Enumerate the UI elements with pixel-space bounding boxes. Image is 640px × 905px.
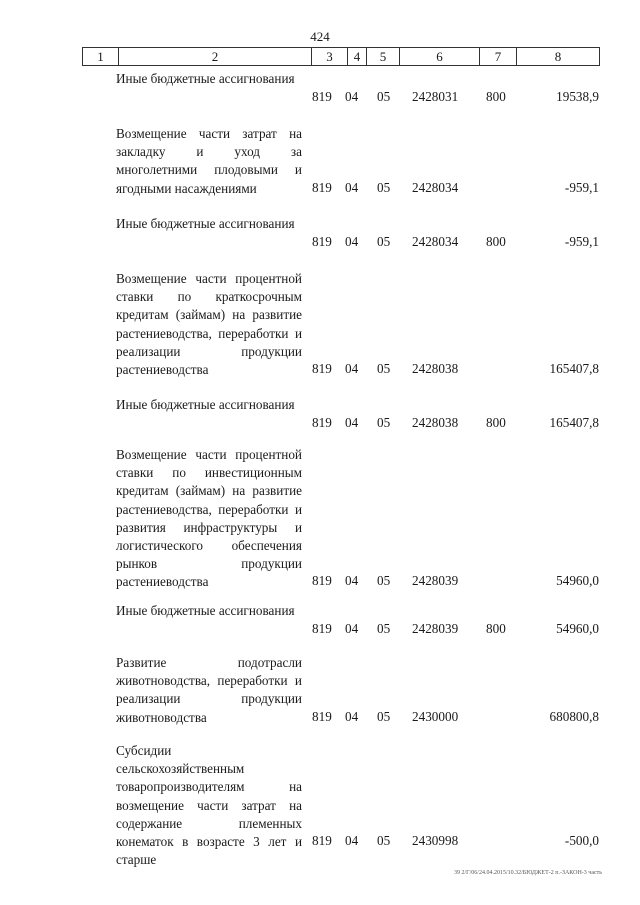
column-header-5: 5	[367, 48, 400, 65]
row-description: Иные бюджетные ассигнования	[116, 216, 295, 231]
page-number: 424	[310, 29, 330, 44]
cell-ministry-code: 819	[312, 180, 332, 195]
cell-section-code: 04	[345, 234, 359, 249]
cell-target-code: 2428034	[412, 180, 459, 195]
cell-section-code: 04	[345, 573, 359, 588]
cell-ministry-code: 819	[312, 361, 332, 376]
column-header-8: 8	[554, 49, 562, 64]
cell-target-code: 2428034	[412, 234, 459, 249]
cell-amount: 680800,8	[549, 709, 599, 724]
cell-ministry-code: 819	[312, 573, 332, 588]
cell-target-code: 2428038	[412, 415, 459, 430]
cell-subsection-code: 05	[377, 89, 391, 104]
cell-ministry-code: 819	[312, 709, 332, 724]
footer-note: 39 2/Г/06/24.04.2015/10.32/БЮДЖЕТ-2 п.-ЗАКОН-3 часть	[453, 870, 602, 876]
cell-subsection-code: 05	[377, 709, 391, 724]
row-description: Возмещение части затрат на закладку и уход за многолетними плодовыми и ягодными насаждениями	[116, 126, 302, 196]
column-header-3: 3	[312, 48, 348, 65]
cell-amount: 165407,8	[549, 361, 599, 376]
row-description: Иные бюджетные ассигнования	[116, 603, 295, 618]
column-header-4: 4	[348, 48, 367, 65]
cell-ministry-code: 819	[312, 415, 332, 430]
table-header	[82, 47, 600, 66]
cell-section-code: 04	[345, 89, 359, 104]
cell-expense-type: 800	[486, 234, 506, 249]
cell-amount: 54960,0	[556, 573, 599, 588]
cell-amount: -959,1	[564, 180, 599, 195]
cell-subsection-code: 05	[377, 833, 391, 848]
cell-ministry-code: 819	[312, 89, 332, 104]
row-description: Иные бюджетные ассигнования	[116, 71, 295, 86]
cell-amount: 165407,8	[549, 415, 599, 430]
cell-ministry-code: 819	[312, 833, 332, 848]
column-header-1: 1	[83, 48, 119, 65]
column-header-2: 2	[119, 48, 312, 65]
cell-section-code: 04	[345, 361, 359, 376]
cell-section-code: 04	[345, 180, 359, 195]
cell-subsection-code: 05	[377, 180, 391, 195]
cell-amount: -959,1	[564, 234, 599, 249]
cell-section-code: 04	[345, 415, 359, 430]
cell-section-code: 04	[345, 621, 359, 636]
cell-subsection-code: 05	[377, 361, 391, 376]
cell-subsection-code: 05	[377, 415, 391, 430]
cell-section-code: 04	[345, 709, 359, 724]
cell-amount: 19538,9	[556, 89, 599, 104]
row-description: Возмещение части процентной ставки по краткосрочным кредитам (займам) на развитие растениеводства, переработки и реализации продукции растениеводства	[116, 271, 302, 378]
cell-target-code: 2428038	[412, 361, 459, 376]
cell-amount: 54960,0	[556, 621, 599, 636]
row-description: Возмещение части процентной ставки по инвестиционным кредитам (займам) на развитие растениеводства, переработки и развития инфраструктуры и логистического обеспечения рынков продукции растениеводства	[116, 447, 302, 590]
cell-target-code: 2430000	[412, 709, 459, 724]
cell-subsection-code: 05	[377, 573, 391, 588]
cell-amount: -500,0	[564, 833, 599, 848]
cell-subsection-code: 05	[377, 621, 391, 636]
row-description: Субсидии сельскохозяйственным товаропроизводителям на возмещение части затрат на содержание племенных конематок в возрасте 3 лет и старше	[116, 743, 302, 868]
column-header-6: 6	[400, 48, 480, 65]
cell-expense-type: 800	[486, 415, 506, 430]
cell-target-code: 2430998	[412, 833, 459, 848]
cell-section-code: 04	[345, 833, 359, 848]
cell-ministry-code: 819	[312, 234, 332, 249]
cell-subsection-code: 05	[377, 234, 391, 249]
cell-expense-type: 800	[486, 621, 506, 636]
row-description: Иные бюджетные ассигнования	[116, 397, 295, 412]
row-description: Развитие подотрасли животноводства, переработки и реализации продукции животноводства	[116, 655, 302, 725]
cell-target-code: 2428031	[412, 89, 459, 104]
cell-target-code: 2428039	[412, 621, 459, 636]
column-header-7: 7	[480, 48, 517, 65]
cell-expense-type: 800	[486, 89, 506, 104]
cell-ministry-code: 819	[312, 621, 332, 636]
cell-target-code: 2428039	[412, 573, 459, 588]
